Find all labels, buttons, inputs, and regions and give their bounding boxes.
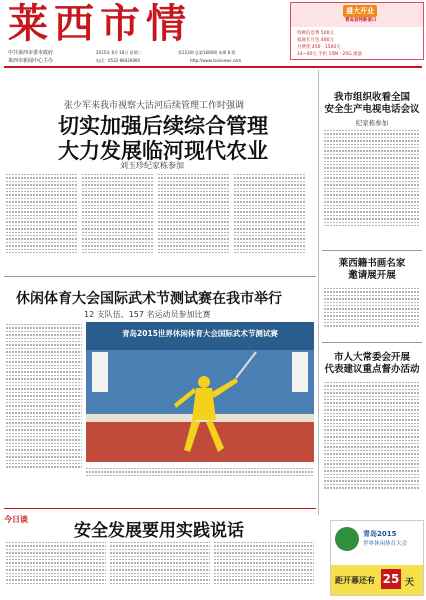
sports-body-col (6, 322, 82, 500)
side3-title-1: 市人大常委会开展 (333, 352, 410, 363)
sports-photo (86, 322, 314, 462)
masthead-title: 莱西市情 (8, 0, 192, 47)
safety-body-col-1 (6, 540, 106, 596)
lead-headline-1: 切实加强后续综合管理 (58, 113, 268, 138)
side3-body (324, 380, 420, 510)
lead-byline: 刘玉珍纪家栋参加 (120, 161, 184, 170)
column-divider (318, 70, 319, 515)
safety-body-col-2 (110, 540, 210, 596)
photo-banner-text: 青岛2015世界休闲体育大会国际武术节测试赛 (122, 329, 278, 338)
side1-sub: 纪家栋参加 (355, 119, 389, 127)
ad-badge: 盛大开业 (343, 5, 377, 17)
side1-title-1: 我市组织收看全国 (333, 92, 410, 103)
safety-headline: 安全发展要用实践说话 (74, 521, 244, 541)
photo-caption (86, 466, 314, 486)
today-label: 今日谈 (4, 515, 28, 524)
masthead-rule (4, 66, 422, 68)
contact-line: 电话：0532-88426969 (96, 58, 140, 63)
lead-body-col-1 (6, 172, 78, 270)
side-rule-1 (322, 250, 422, 251)
lead-kicker: 张少军来我市视察大沽河后续管理工作时强调 (64, 101, 245, 111)
sports-subhead: 12 支队伍、157 名运动员参加比赛 (84, 310, 211, 319)
ad-line-1: 特种信息费 500元 (297, 31, 335, 36)
side3-title-2: 代表建议重点督办活动 (324, 364, 420, 375)
side2-title-1: 莱西籍书画名家 (338, 258, 406, 269)
top-advertisement[interactable] (290, 2, 424, 60)
games-logo-icon (335, 527, 359, 551)
side1-title-2: 安全生产电视电话会议 (324, 104, 420, 115)
ad-line-4: 14~40元 手机 15M · 20G 流量 (297, 52, 363, 57)
side1-body (324, 128, 420, 246)
lead-body-col-4 (234, 172, 306, 270)
safety-rule (4, 508, 316, 509)
lead-headline-2: 大力发展临河现代农业 (58, 138, 268, 163)
ad-line-1: 青岛2015 (363, 530, 397, 538)
safety-body-col-3 (214, 540, 314, 596)
side2-body (324, 286, 420, 338)
ad-line-2: 家庭长月包 480元 (297, 38, 335, 43)
ad-headline: 青岛首特新香口 (345, 18, 377, 23)
issue-number: 第123期 总第1606期 本期 8 版 (178, 50, 236, 55)
countdown-unit: 天 (405, 578, 415, 588)
countdown-label: 距开幕还有 (335, 576, 375, 585)
web-line: http://www.laixinews.com (190, 58, 242, 63)
ad-line-2: 世界休闲体育大会 (363, 541, 408, 547)
ad-line-3: 月费优 450 · 1500元 (297, 45, 341, 50)
side-rule-2 (322, 342, 422, 343)
lead-body-col-3 (158, 172, 230, 270)
issue-date: 2015年 8月 18日 星期二 (96, 50, 142, 55)
masthead-tagline: 中共莱西市委市政府 (8, 50, 54, 56)
lead-body-col-2 (82, 172, 154, 270)
martial-arts-photo-art (86, 322, 314, 462)
sports-rule (4, 276, 316, 277)
side2-title-2: 邀请展开展 (348, 270, 396, 281)
countdown-days: 25 (381, 569, 401, 589)
masthead-org: 莱西市新闻中心主办 (8, 58, 54, 64)
sports-headline: 休闲体育大会国际武术节测试赛在我市举行 (16, 291, 282, 307)
games-countdown-ad[interactable] (330, 520, 424, 596)
